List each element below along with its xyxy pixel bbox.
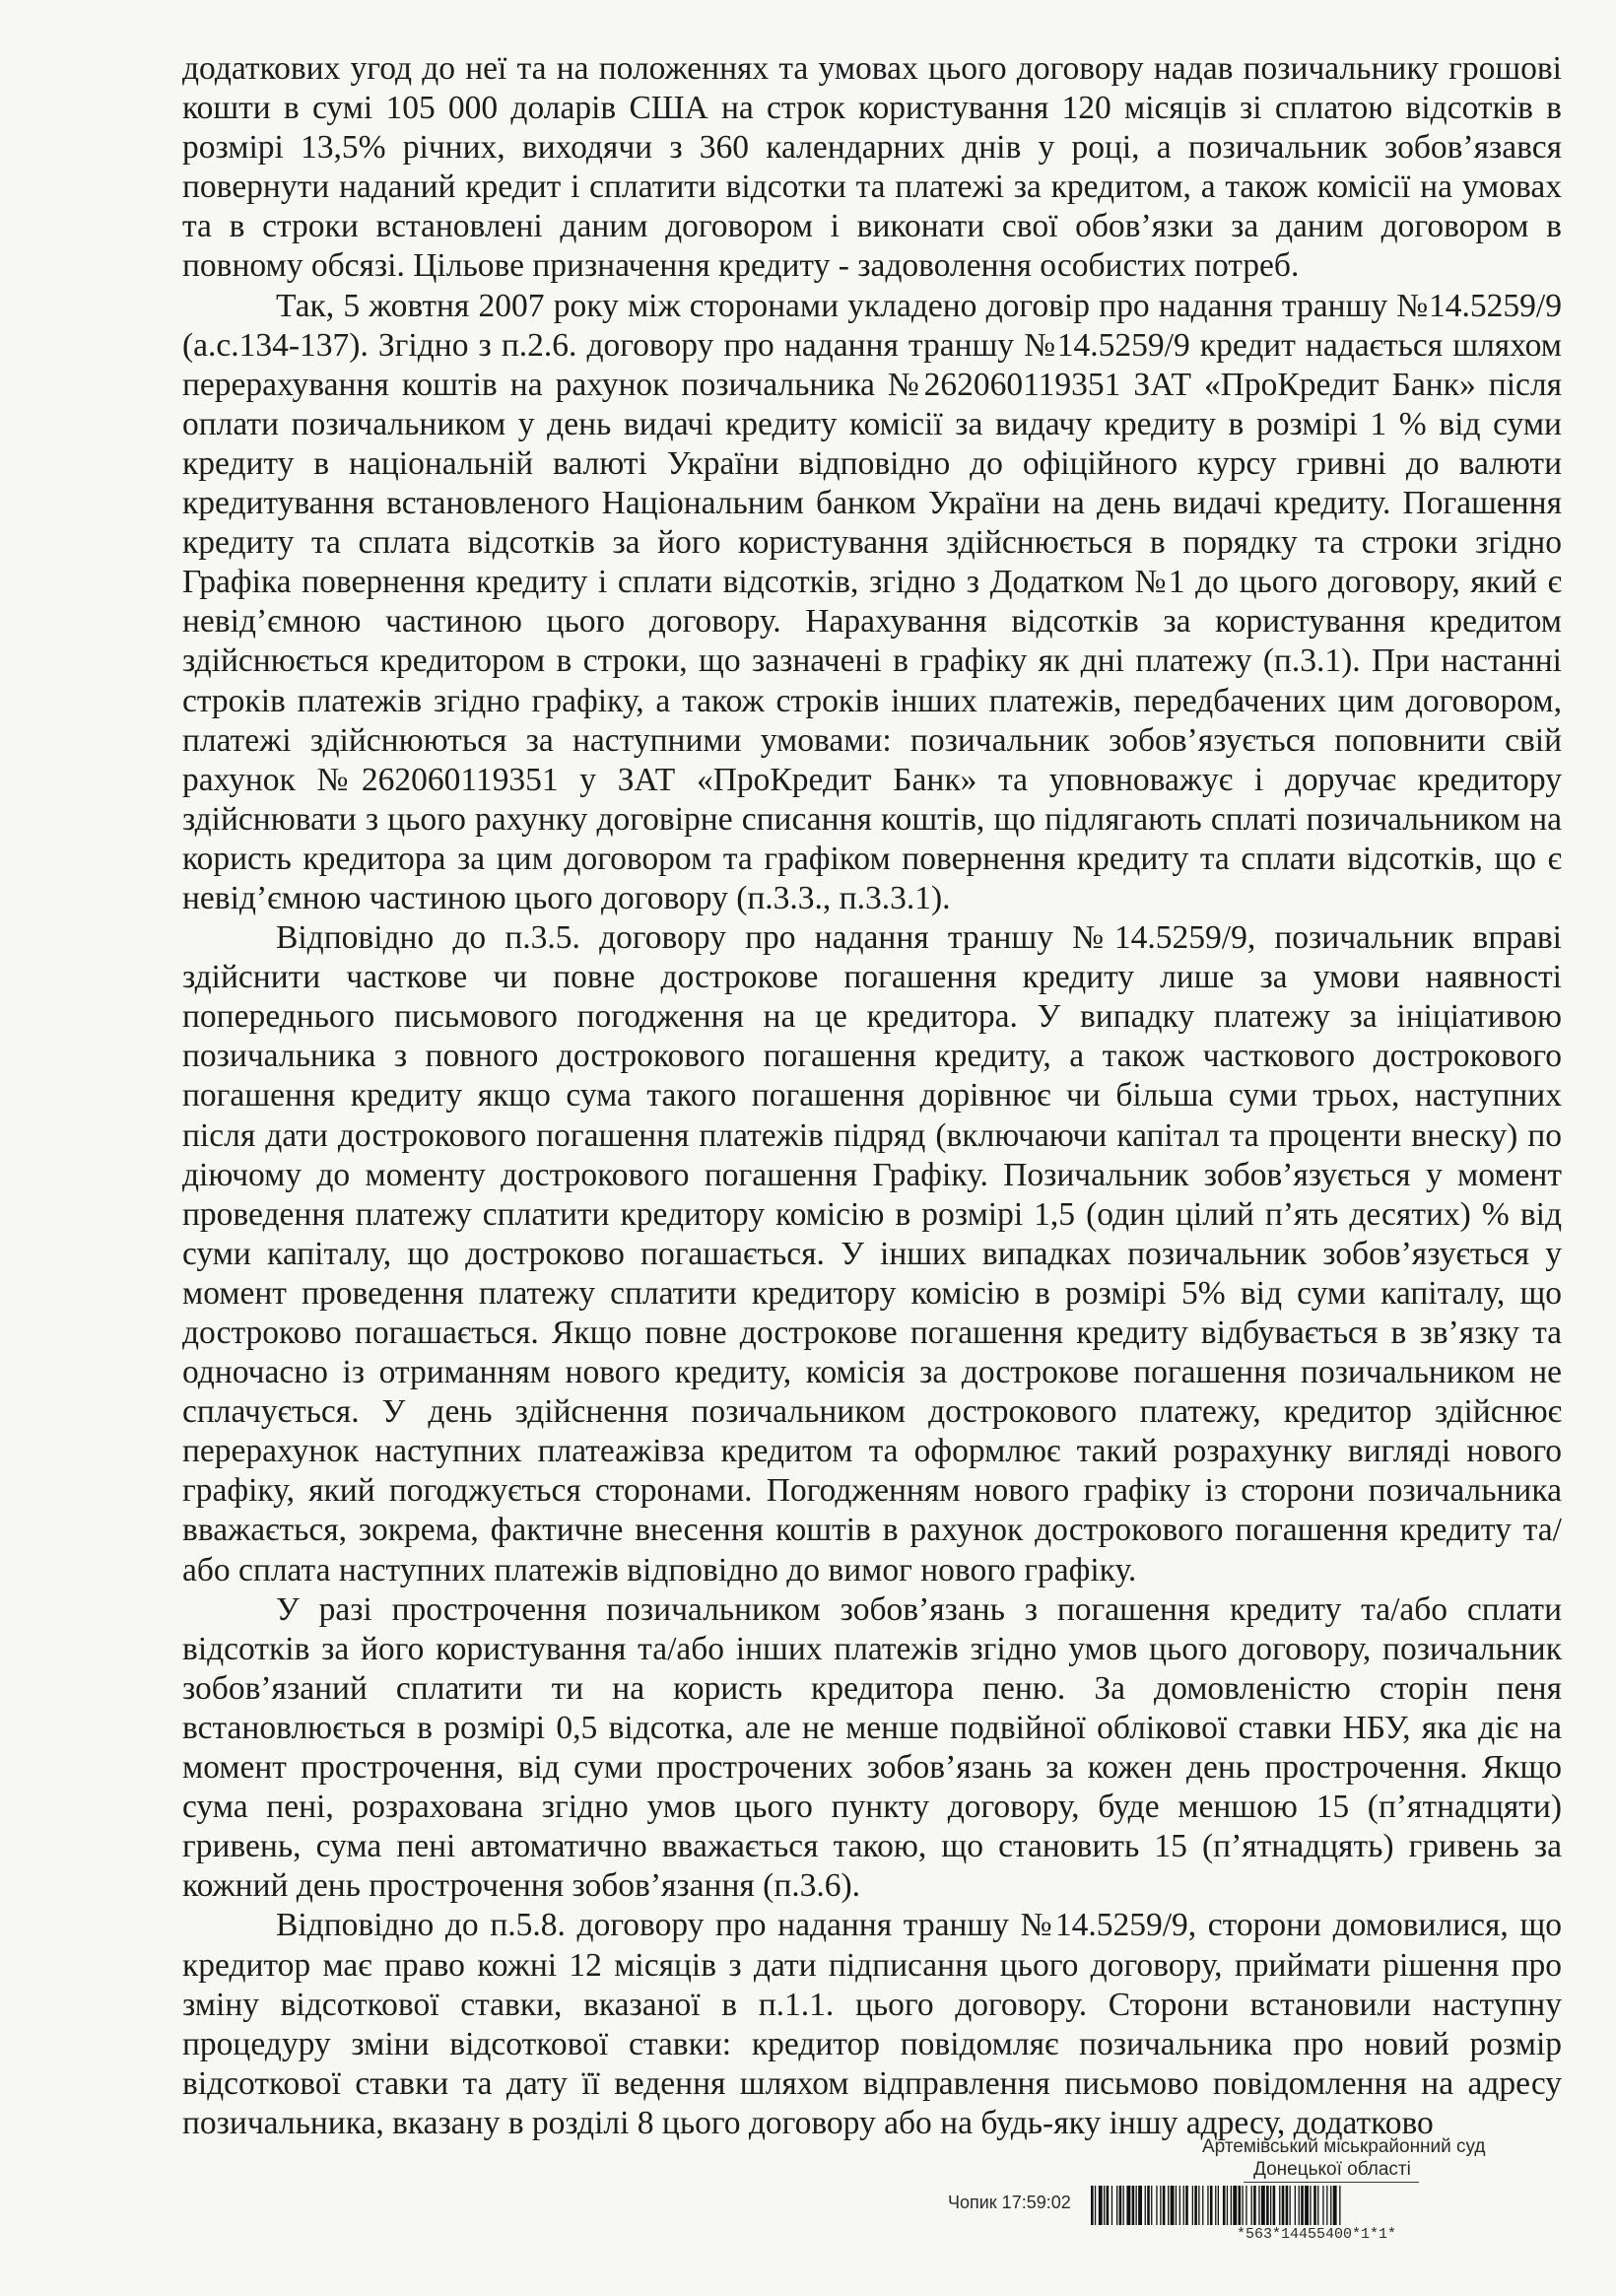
stamp-underline: [1244, 2182, 1419, 2183]
paragraph-3: Відповідно до п.3.5. договору про надання траншу №14.5259/9, позичальник вправі здійснити часткове чи повне дострокове погашення кредиту лише за умови наявності попереднього письмового погодження на це кредитора. У випадку платежу за ініціативою позичальника з повного дострокового погашення кредиту, а також часткового дострокового погашення кредиту якщо сума такого погашення дорівнює чи більша суми трьох, наступних після дати дострокового погашення платежів підряд (включаючи капітал та проценти внеску) по діючому до моменту дострокового погашення Графіку. Позичальник зобов’язується у момент проведення платежу сплатити кредитору комісію в розмірі 1,5 (один цілий п’ять десятих) % від суми капіталу, що достроково погашається. У інших випадках позичальник зобов’язується у момент проведення платежу сплатити кредитору комісію в розмірі 5% від суми капіталу, що достроково погашається. Якщо повне дострокове погашення кредиту відбувається в зв’язку та одночасно із отриманням нового кредиту, комісія за дострокове погашення позичальником не сплачується. У день здійснення позичальником дострокового платежу, кредитор здійснює перерахунок наступних платеажівза кредитом та оформлює такий розрахунку вигляді нового графіку, який погоджується сторонами. Погодженням нового графіку із сторони позичальника вважається, зокрема, фактичне внесення коштів в рахунок дострокового погашення кредиту та/або сплата наступних платежів відповідно до вимог нового графіку.: [182, 919, 1562, 1588]
court-name: Артемівський міськрайонний суд: [1202, 2136, 1486, 2157]
operator-timestamp: Чопик 17:59:02: [948, 2193, 1071, 2212]
barcode-icon: [1091, 2186, 1524, 2225]
barcode-number: *563*14455400*1*1*: [1237, 2226, 1397, 2243]
paragraph-1: додаткових угод до неї та на положеннях та умовах цього договору надав позичальнику грошові кошти в сумі 105 000 доларів США на строк користування 120 місяців зі сплатою відсотків в розмірі 13,5% річних, виходячи з 360 календарних днів у році, а позичальник зобов’язався повернути наданий кредит і сплатити відсотки та платежі за кредитом, а також комісії на умовах та в строки встановлені даним договором і виконати свої обов’язки за даним договором в повному обсязі. Цільове призначення кредиту - задоволення особистих потреб.: [182, 50, 1562, 285]
paragraph-4: У разі прострочення позичальником зобов’язань з погашення кредиту та/або сплати відсотків за його користування та/або інших платежів згідно умов цього договору, позичальник зобов’язаний сплатити ти на користь кредитора пеню. За домовленістю сторін пеня встановлюється в розмірі 0,5 відсотка, але не менше подвійної облікової ставки НБУ, яка діє на момент прострочення, від суми прострочених зобов’язань за кожен день прострочення. Якщо сума пені, розрахована згідно умов цього пункту договору, буде меншою 15 (п’ятнадцяти) гривень, сума пені автоматично вважається такою, що становить 15 (п’ятнадцять) гривень за кожний день прострочення зобов’язання (п.3.6).: [182, 1590, 1562, 1905]
document-body: [182, 49, 1562, 2143]
court-region: Донецької області: [1253, 2159, 1411, 2180]
paragraph-2: Так, 5 жовтня 2007 року між сторонами укладено договір про надання траншу №14.5259/9 (а.с.134-137). Згідно з п.2.6. договору про надання траншу №14.5259/9 кредит надається шляхом перерахування коштів на рахунок позичальника №262060119351 ЗАТ «ПроКредит Банк» після оплати позичальником у день видачі кредиту комісії за видачу кредиту в розмірі 1 % від суми кредиту в національній валюті України відповідно до офіційного курсу гривні до валюти кредитування встановленого Національним банком України на день видачі кредиту. Погашення кредиту та сплата відсотків за його користування здійснюється в порядку та строки згідно Графіка повернення кредиту і сплати відсотків, згідно з Додатком №1 до цього договору, який є невід’ємною частиною цього договору. Нарахування відсотків за користування кредитом здійснюється кредитором в строки, що зазначені в графіку як дні платежу (п.3.1). При настанні строків платежів згідно графіку, а також строків інших платежів, передбачених цим договором, платежі здійснюються за наступними умовами: позичальник зобов’язується поповнити свій рахунок №262060119351 у ЗАТ «ПроКредит Банк» та уповноважує і доручає кредитору здійснювати з цього рахунку договірне списання коштів, що підлягають сплаті позичальником на користь кредитора за цим договором та графіком повернення кредиту та сплати відсотків, що є невід’ємною частиною цього договору (п.3.3., п.3.3.1).: [182, 287, 1562, 916]
paragraph-5: Відповідно до п.5.8. договору про надання траншу №14.5259/9, сторони домовилися, що кредитор має право кожні 12 місяців з дати підписання цього договору, приймати рішення про зміну відсоткової ставки, вказаної в п.1.1. цього договору. Сторони встановили наступну процедуру зміни відсоткової ставки: кредитор повідомляє позичальника про новий розмір відсоткової ставки та дату її ведення шляхом відправлення письмово повідомлення на адресу позичальника, вказану в розділі 8 цього договору або на будь-яку іншу адресу, додатково: [182, 1907, 1562, 2141]
